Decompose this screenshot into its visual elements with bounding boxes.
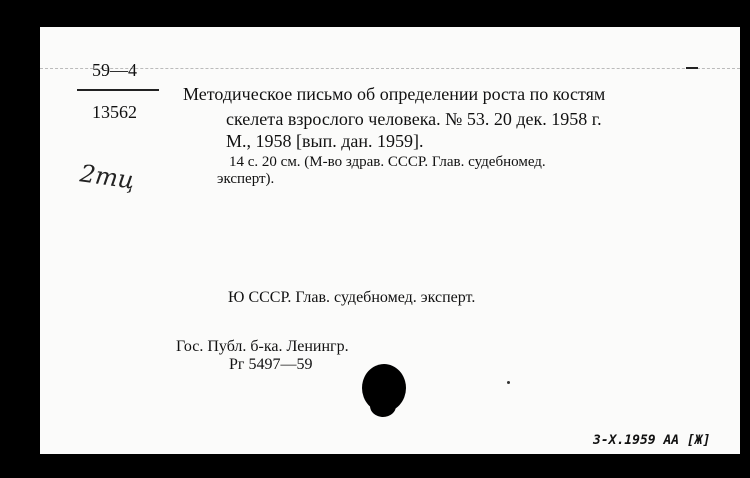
subject-heading: Ю СССР. Глав. судебномед. эксперт. xyxy=(228,289,476,306)
title-line-1: Методическое письмо об определении роста по костям xyxy=(183,84,606,104)
title-line-2: скелета взрослого человека. № 53. 20 дек. 1958 г. xyxy=(226,109,602,129)
corner-dash xyxy=(686,67,698,69)
ink-dot xyxy=(507,381,510,384)
registration-number: Рг 5497—59 xyxy=(229,356,313,373)
call-number-rule xyxy=(77,89,159,91)
punch-hole-lower xyxy=(370,395,396,417)
accession-number: 13562 xyxy=(92,102,137,122)
physical-description-line-1: 14 с. 20 см. (М-во здрав. СССР. Глав. судебномед. xyxy=(229,154,546,170)
physical-description-line-2: эксперт). xyxy=(217,171,275,187)
title-line-3: М., 1958 [вып. дан. 1959]. xyxy=(226,131,424,151)
library-name: Гос. Публ. б-ка. Ленингр. xyxy=(176,338,349,355)
handwritten-note: 2mц xyxy=(78,159,137,195)
top-guide-line xyxy=(40,68,740,69)
date-stamp: 3-Х.1959 АА [Ж] xyxy=(593,433,711,448)
call-number: 59—4 xyxy=(92,60,137,80)
